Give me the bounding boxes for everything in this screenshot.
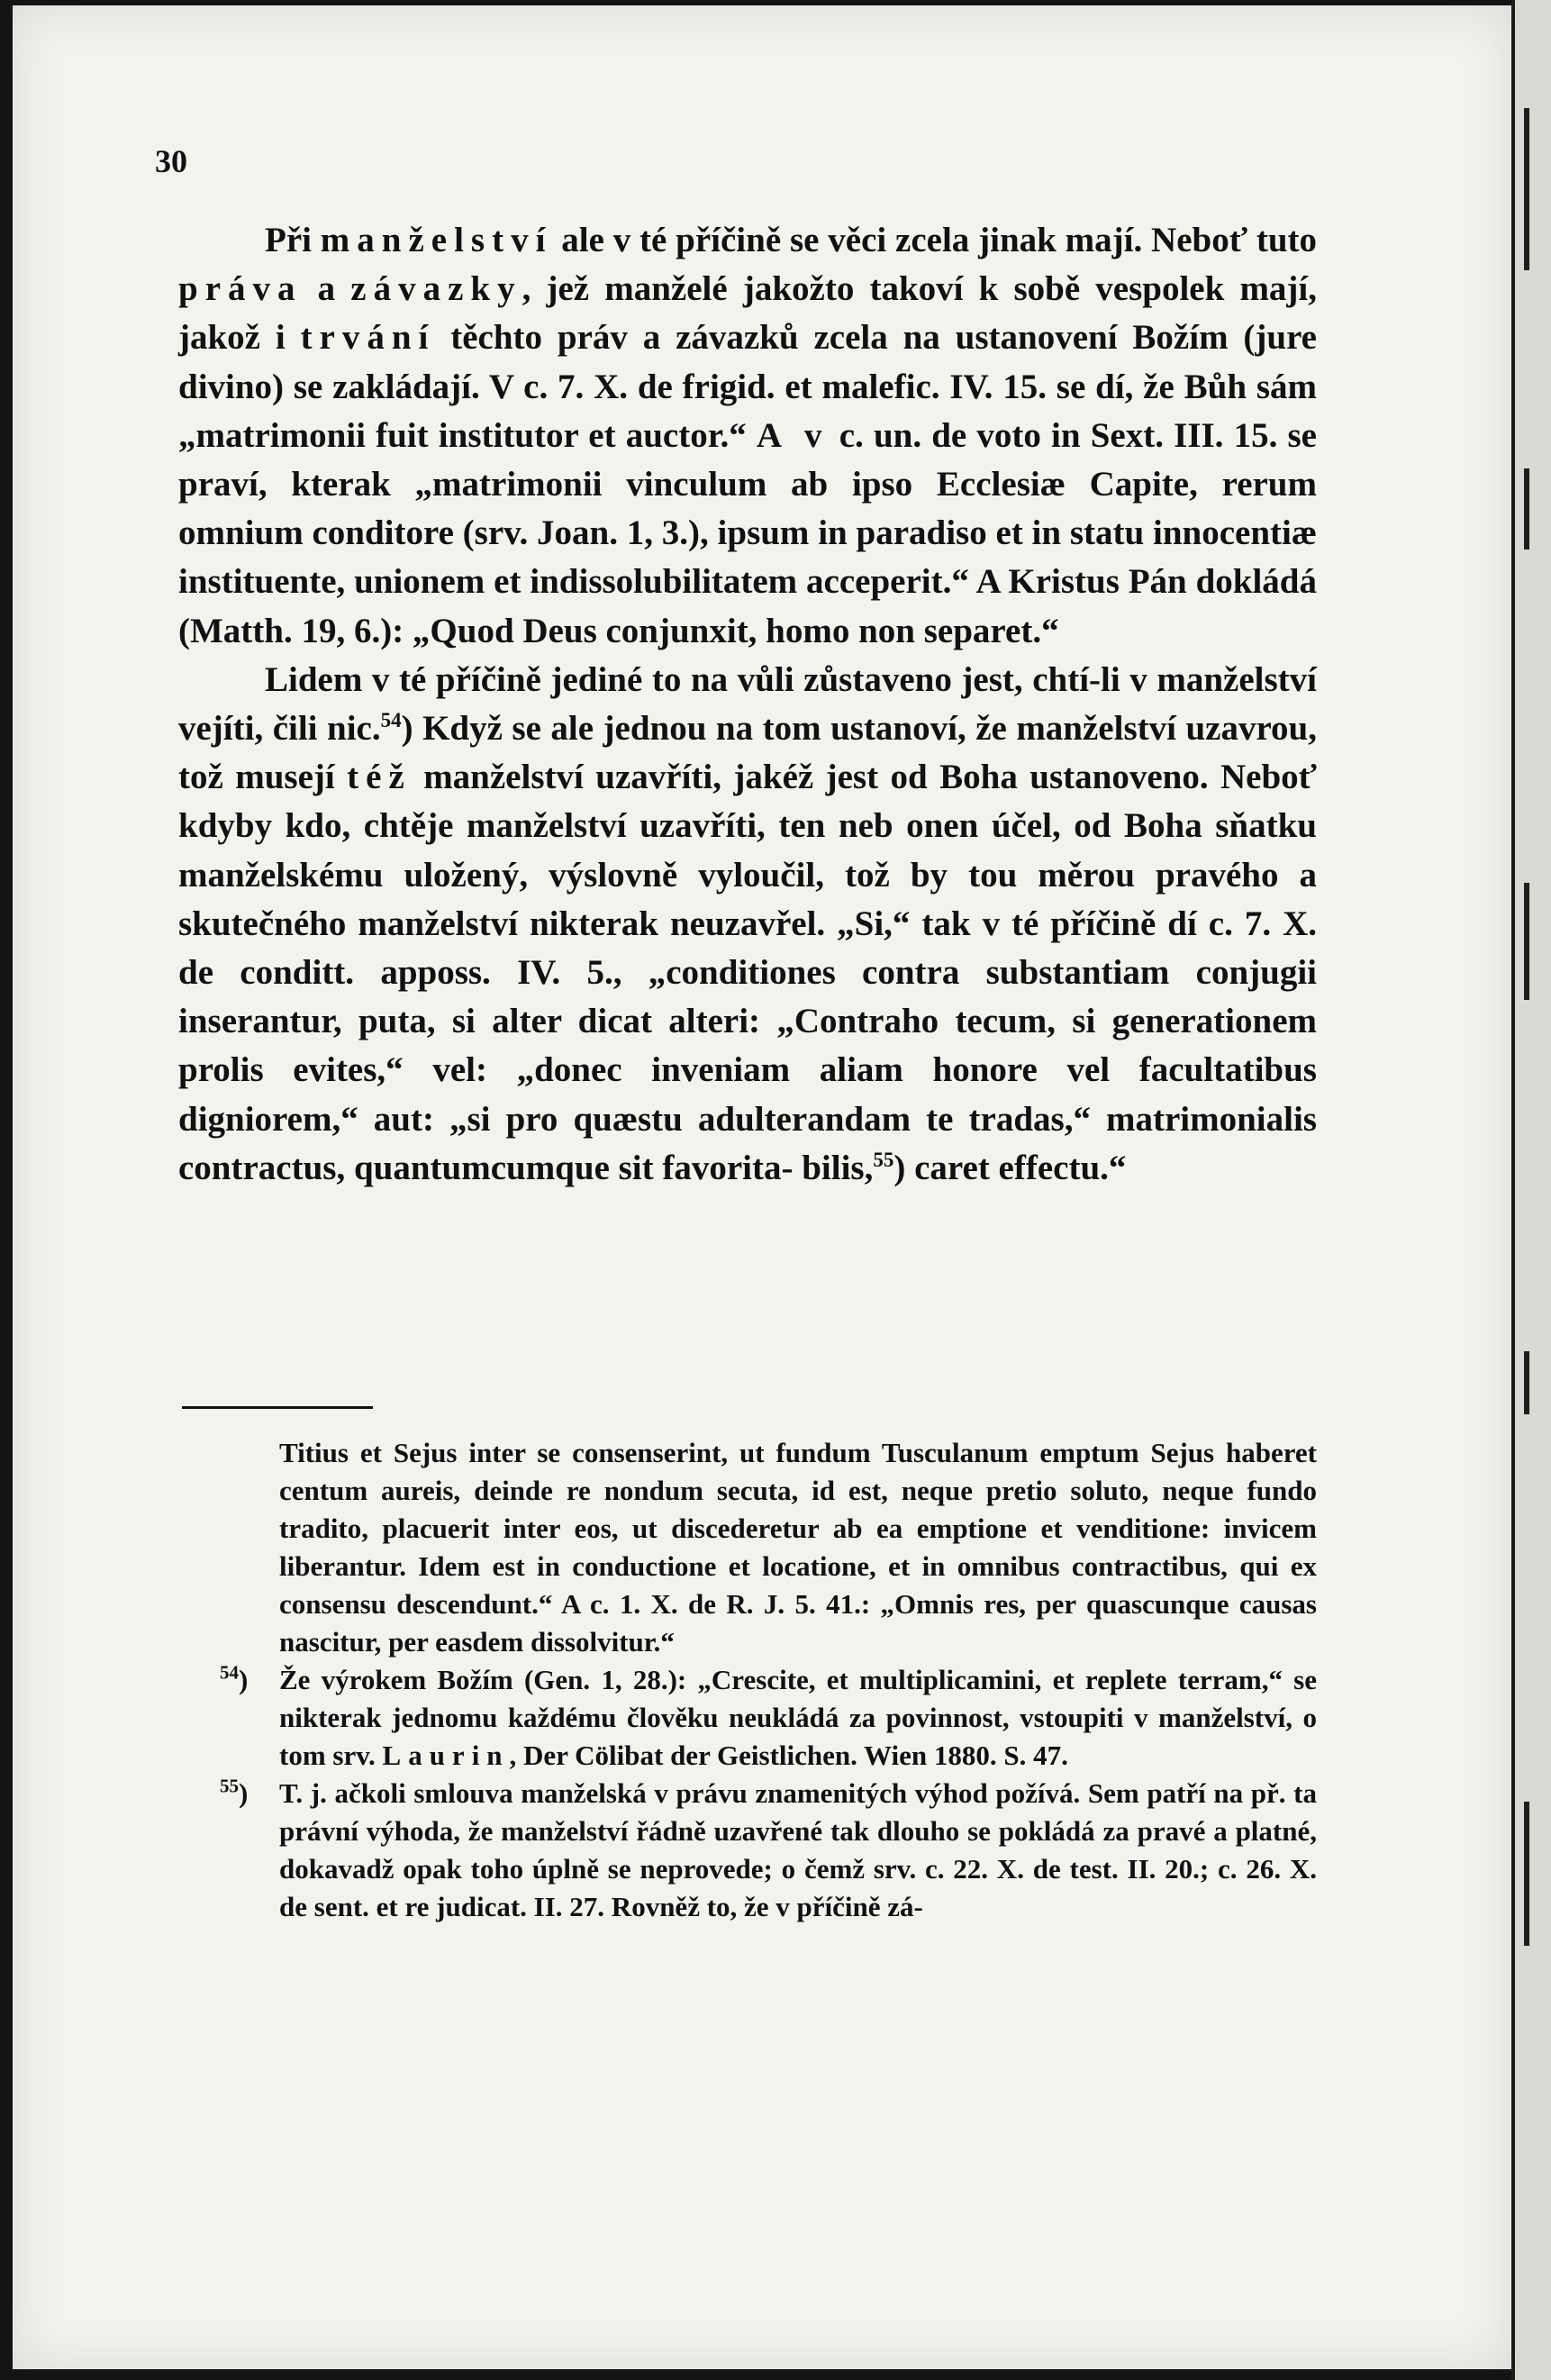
footnote-number: 54 xyxy=(220,1661,239,1684)
text-run: těchto práv a závazků zcela na ustanovení Božím (jure divino) se zakládají. V c. 7. X. de frigid. et malefic. IV. 15. se dí, že Bůh sám „matrimonii fuit institutor et auctor.“ xyxy=(178,318,1317,455)
main-text xyxy=(178,216,1317,1193)
edge-mark xyxy=(1524,468,1529,550)
footnote-marker: $^{54}$) xyxy=(220,1661,249,1695)
footnote-separator xyxy=(182,1406,373,1409)
edge-mark xyxy=(1524,108,1529,270)
spaced-word: Laurin xyxy=(382,1740,510,1771)
footnote-continued: Titius et Sejus inter se consenserint, ut fundum Tusculanum emptum Sejus haberet centum aureis, deinde re nondum secuta, id est, neque pretio soluto, neque fundo tradito, placuerit inter eos, ut discederetur ab ea emptione et venditione: invicem liberantur. Idem est in conductione et locatione, et in omnibus contractibus, qui ex consensu descendunt.“ A c. 1. X. de R. J. 5. 41.: „Omnis res, per quascunque causas nascitur, per easdem dissolvitur.“ xyxy=(279,1437,1317,1658)
footnote-54 xyxy=(220,1661,1317,1775)
text-run: Při xyxy=(265,221,321,259)
spaced-word: též xyxy=(347,758,412,797)
text-run: ale v té příčině se věci zcela jinak mají. Neboť tuto xyxy=(552,221,1318,259)
text-run: c. un. de voto in Sext. III. 15. se praví, kterak „matrimonii vinculum ab ipso Ecclesiæ Capite, rerum omnium conditore (srv. Joan. 1, 3.), ipsum in paradiso et in statu innocentiæ instituente, unionem et indissolubilitatem acceperit.“ A Kristus Pán dokládá (Matth. 19, 6.): „Quod Deus conjunxit, homo non separet.“ xyxy=(178,415,1317,650)
text-run: T. j. ačkoli smlouva manželská v právu znamenitých výhod požívá. Sem patří na př. ta právní výhoda, že manželství řádně uzavřené tak dlouho se pokládá za pravé a platné, dokavadž opak toho úplně se neprovede; o čemž srv. c. 22. X. de test. II. 20.; c. 26. X. de sent. et re judicat. II. 27. Rovněž to, že v příčině zá- xyxy=(279,1777,1317,1922)
footnotes xyxy=(220,1434,1317,1926)
footnote-55 xyxy=(220,1775,1317,1926)
footnote-marker: $^{55}$) xyxy=(220,1775,249,1809)
spaced-word: závazky xyxy=(350,269,522,309)
text-run: a xyxy=(302,269,351,309)
paragraph-2 xyxy=(178,656,1317,1193)
spaced-word: A v xyxy=(756,415,830,455)
text-run: , Der Cölibat der Geistlichen. Wien 1880. S. 47. xyxy=(509,1740,1068,1771)
text-run: ) Když se ale jednou na tom ustanoví, že manželství uzavrou, tož musejí xyxy=(178,709,1317,797)
paragraph-1 xyxy=(178,216,1317,656)
edge-mark xyxy=(1524,1351,1529,1414)
spaced-word: trvání xyxy=(300,318,436,358)
spaced-word: manželství xyxy=(320,221,553,259)
text-run: manželství uzavříti, jakéž jest od Boha ustanoveno. Neboť kdyby kdo, chtěje manželství uzavříti, ten neb onen účel, od Boha sňatku manželskému uložený, výslovně vyloučil, tož by tou měrou pravého a skutečného manželství nikterak neuzavřel. „Si,“ tak v té příčině dí c. 7. X. de conditt. apposs. IV. 5., „conditiones contra substantiam conjugii inserantur, puta, si alter dicat alteri: „Contraho tecum, si generationem prolis evites,“ vel: „donec inveniam aliam honore vel facultatibus digniorem,“ aut: „si pro quæstu adulterandam te tradas,“ matrimonialis contractus, quantumcumque sit favorita- bilis, xyxy=(178,758,1317,1187)
footnote-number: 55 xyxy=(220,1775,239,1797)
text-run: ) caret effectu.“ xyxy=(893,1148,1127,1187)
footnote-ref-55: 55 xyxy=(873,1148,894,1171)
footnote-ref-54: 54 xyxy=(380,709,402,732)
edge-mark xyxy=(1524,1802,1529,1946)
edge-mark xyxy=(1524,883,1529,1000)
spaced-word: práva xyxy=(178,269,303,309)
adjacent-page-edge xyxy=(1511,0,1551,2380)
page-number: 30 xyxy=(155,143,187,179)
text-run: , jež manželé jakožto takoví k sobě vespolek mají, jakož i xyxy=(178,269,1317,358)
text-run: Lidem v té příčině jediné to na vůli zůstaveno jest, chtí-li v manželství vejíti, čili nic. xyxy=(178,659,1317,749)
text-run: Že výrokem Božím (Gen. 1, 28.): „Crescite, et multiplicamini, et replete terram,“ se nikterak jednomu každému člověku neukládá za povinnost, vstoupiti v manželství, o tom srv. xyxy=(279,1664,1317,1771)
